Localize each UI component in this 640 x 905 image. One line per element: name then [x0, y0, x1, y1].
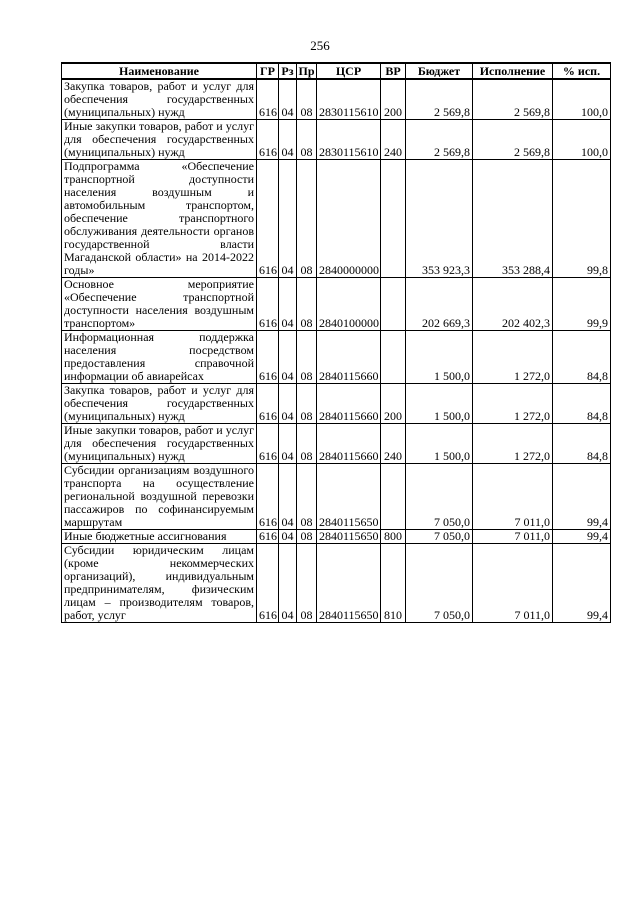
- header-name: Наименование: [62, 63, 257, 79]
- cell-rz: 04: [279, 278, 297, 331]
- budget-table: [61, 62, 611, 623]
- cell-name: Основное мероприятие «Обеспечение транспортной доступности населения воздушным транспортом»: [62, 278, 257, 331]
- cell-execution: 1 272,0: [473, 331, 553, 384]
- cell-budget: 2 569,8: [406, 79, 473, 120]
- cell-vr: [381, 464, 406, 530]
- cell-vr: 200: [381, 79, 406, 120]
- cell-name: Субсидии юридическим лицам (кроме некоммерческих организаций), индивидуальным предпринимателям, физическим лицам – производителям товаров, работ, услуг: [62, 544, 257, 623]
- cell-rz: 04: [279, 544, 297, 623]
- cell-percent: 99,8: [553, 160, 611, 278]
- cell-pr: 08: [297, 160, 317, 278]
- cell-percent: 84,8: [553, 331, 611, 384]
- cell-budget: 7 050,0: [406, 530, 473, 544]
- cell-pr: 08: [297, 278, 317, 331]
- cell-csr: 2830115610: [317, 79, 381, 120]
- cell-rz: 04: [279, 384, 297, 424]
- cell-rz: 04: [279, 79, 297, 120]
- cell-gr: 616: [257, 79, 279, 120]
- cell-name: Иные бюджетные ассигнования: [62, 530, 257, 544]
- table-row: [62, 120, 611, 160]
- cell-gr: 616: [257, 120, 279, 160]
- cell-csr: 2840115650: [317, 530, 381, 544]
- header-budget: Бюджет: [406, 63, 473, 79]
- table-row: [62, 544, 611, 623]
- cell-pr: 08: [297, 120, 317, 160]
- cell-name: Подпрограмма «Обеспечение транспортной доступности населения воздушным и автомобильным транспортом, обеспечение транспортного обслуживания деятельности органов государственной власти Магаданской области» на 2014-2022 годы»: [62, 160, 257, 278]
- cell-percent: 99,4: [553, 464, 611, 530]
- table-row: [62, 160, 611, 278]
- cell-gr: 616: [257, 464, 279, 530]
- cell-rz: 04: [279, 424, 297, 464]
- cell-vr: 200: [381, 384, 406, 424]
- cell-gr: 616: [257, 331, 279, 384]
- cell-budget: 1 500,0: [406, 384, 473, 424]
- cell-budget: 2 569,8: [406, 120, 473, 160]
- cell-budget: 202 669,3: [406, 278, 473, 331]
- cell-gr: 616: [257, 278, 279, 331]
- cell-gr: 616: [257, 384, 279, 424]
- cell-pr: 08: [297, 331, 317, 384]
- cell-pr: 08: [297, 530, 317, 544]
- cell-csr: 2840115660: [317, 331, 381, 384]
- cell-percent: 99,9: [553, 278, 611, 331]
- header-csr: ЦСР: [317, 63, 381, 79]
- cell-gr: 616: [257, 544, 279, 623]
- cell-csr: 2840115650: [317, 544, 381, 623]
- cell-execution: 2 569,8: [473, 120, 553, 160]
- table-header-row: [62, 63, 611, 79]
- header-percent: % исп.: [553, 63, 611, 79]
- table-row: [62, 79, 611, 120]
- cell-budget: 353 923,3: [406, 160, 473, 278]
- cell-name: Субсидии организациям воздушного транспорта на осуществление региональной воздушной перевозки пассажиров по софинансируемым маршрутам: [62, 464, 257, 530]
- cell-percent: 84,8: [553, 424, 611, 464]
- cell-pr: 08: [297, 79, 317, 120]
- header-pr: Пр: [298, 64, 315, 78]
- cell-rz: 04: [279, 464, 297, 530]
- cell-vr: [381, 160, 406, 278]
- cell-rz: 04: [279, 160, 297, 278]
- table-row: [62, 424, 611, 464]
- cell-budget: 1 500,0: [406, 424, 473, 464]
- table-row: [62, 530, 611, 544]
- table-row: [62, 384, 611, 424]
- cell-vr: 800: [381, 530, 406, 544]
- cell-gr: 616: [257, 160, 279, 278]
- cell-csr: 2840000000: [317, 160, 381, 278]
- cell-csr: 2840115660: [317, 384, 381, 424]
- cell-execution: 202 402,3: [473, 278, 553, 331]
- cell-csr: 2840115650: [317, 464, 381, 530]
- cell-percent: 84,8: [553, 384, 611, 424]
- cell-rz: 04: [279, 530, 297, 544]
- page-number: 256: [310, 38, 330, 53]
- cell-vr: [381, 278, 406, 331]
- cell-budget: 7 050,0: [406, 464, 473, 530]
- cell-budget: 1 500,0: [406, 331, 473, 384]
- table-row: [62, 331, 611, 384]
- cell-percent: 99,4: [553, 544, 611, 623]
- cell-pr: 08: [297, 544, 317, 623]
- cell-percent: 100,0: [553, 120, 611, 160]
- cell-pr: 08: [297, 464, 317, 530]
- cell-budget: 7 050,0: [406, 544, 473, 623]
- cell-percent: 100,0: [553, 79, 611, 120]
- cell-name: Закупка товаров, работ и услуг для обеспечения государственных (муниципальных) нужд: [62, 384, 257, 424]
- cell-name: Закупка товаров, работ и услуг для обеспечения государственных (муниципальных) нужд: [62, 79, 257, 120]
- table-row: [62, 464, 611, 530]
- cell-csr: 2830115610: [317, 120, 381, 160]
- cell-pr: 08: [297, 384, 317, 424]
- cell-execution: 353 288,4: [473, 160, 553, 278]
- cell-pr: 08: [297, 424, 317, 464]
- cell-execution: 1 272,0: [473, 384, 553, 424]
- cell-vr: 240: [381, 424, 406, 464]
- cell-csr: 2840115660: [317, 424, 381, 464]
- cell-name: Иные закупки товаров, работ и услуг для обеспечения государственных (муниципальных) нужд: [62, 424, 257, 464]
- cell-name: Информационная поддержка населения посредством предоставления справочной информации об авиарейсах: [62, 331, 257, 384]
- cell-execution: 1 272,0: [473, 424, 553, 464]
- cell-rz: 04: [279, 331, 297, 384]
- cell-vr: 810: [381, 544, 406, 623]
- cell-gr: 616: [257, 424, 279, 464]
- header-execution: Исполнение: [473, 63, 553, 79]
- header-gr: ГР: [257, 63, 279, 79]
- table-row: [62, 278, 611, 331]
- cell-execution: 7 011,0: [473, 530, 553, 544]
- header-rz: Рз: [279, 63, 297, 79]
- cell-csr: 2840100000: [317, 278, 381, 331]
- cell-percent: 99,4: [553, 530, 611, 544]
- cell-execution: 7 011,0: [473, 544, 553, 623]
- cell-vr: 240: [381, 120, 406, 160]
- cell-name: Иные закупки товаров, работ и услуг для обеспечения государственных (муниципальных) нужд: [62, 120, 257, 160]
- table-body: [62, 79, 611, 623]
- header-vr: ВР: [381, 63, 406, 79]
- cell-execution: 2 569,8: [473, 79, 553, 120]
- cell-execution: 7 011,0: [473, 464, 553, 530]
- cell-rz: 04: [279, 120, 297, 160]
- cell-vr: [381, 331, 406, 384]
- cell-gr: 616: [257, 530, 279, 544]
